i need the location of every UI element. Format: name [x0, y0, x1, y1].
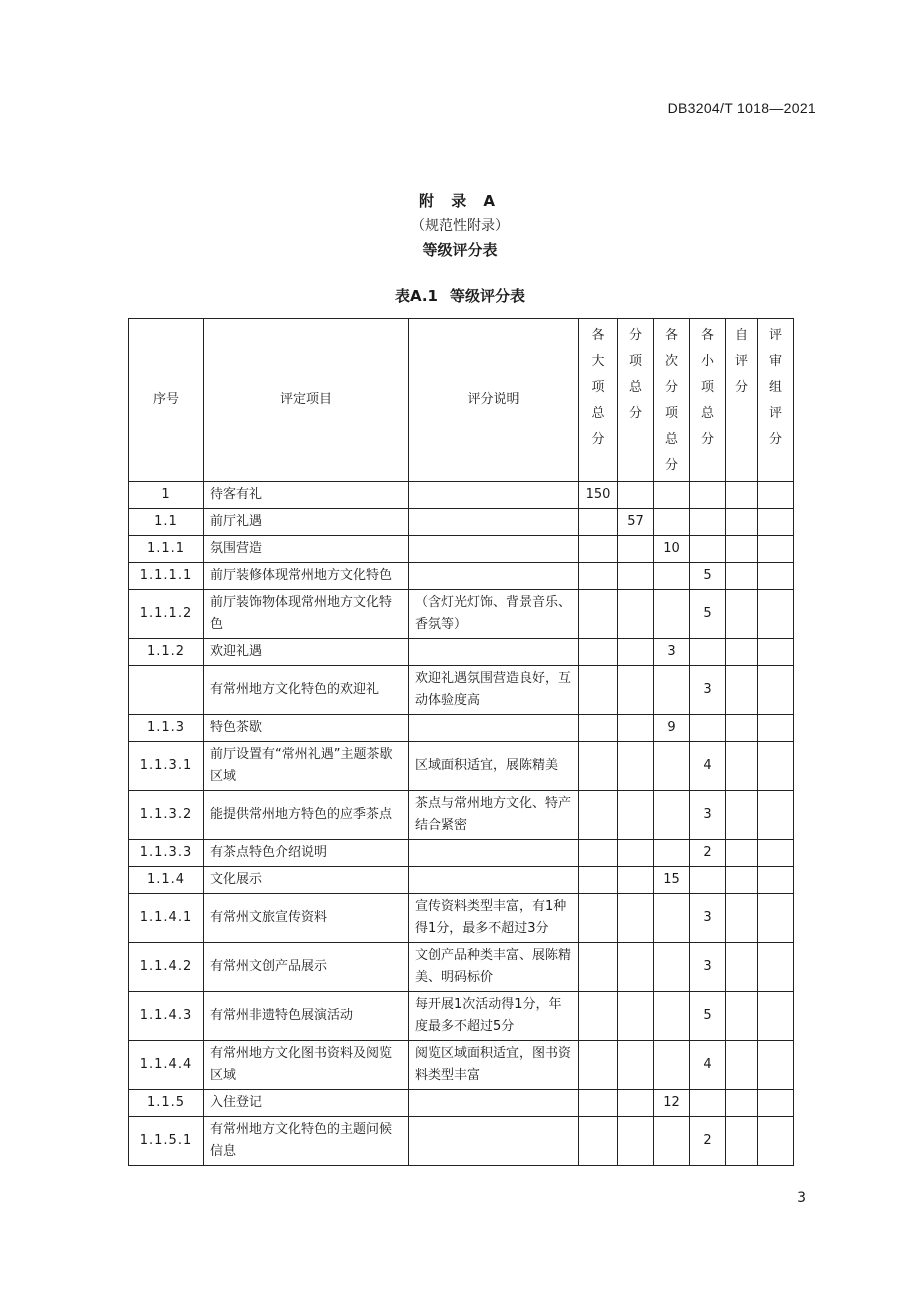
cell-item: 有常州地方文化图书资料及阅览区域 — [204, 1041, 409, 1090]
table-row — [129, 943, 794, 992]
cell-secondary-total — [654, 563, 690, 590]
cell-sub-total — [618, 943, 654, 992]
document-code: DB3204/T 1018—2021 — [667, 100, 816, 116]
cell-self-score — [726, 639, 758, 666]
table-row — [129, 742, 794, 791]
cell-panel-score — [758, 992, 794, 1041]
cell-minor-total: 4 — [690, 742, 726, 791]
cell-minor-total — [690, 482, 726, 509]
cell-desc — [409, 867, 579, 894]
cell-sub-total — [618, 666, 654, 715]
cell-seq: 1.1.4.3 — [129, 992, 204, 1041]
cell-major-total — [579, 791, 618, 840]
header-major-total: 各大项总分 — [579, 319, 618, 482]
cell-desc: 每开展1次活动得1分，年度最多不超过5分 — [409, 992, 579, 1041]
cell-minor-total: 5 — [690, 590, 726, 639]
table-row — [129, 867, 794, 894]
cell-seq: 1 — [129, 482, 204, 509]
cell-secondary-total — [654, 742, 690, 791]
cell-secondary-total — [654, 509, 690, 536]
cell-desc — [409, 715, 579, 742]
cell-seq: 1.1.2 — [129, 639, 204, 666]
cell-minor-total: 3 — [690, 943, 726, 992]
cell-self-score — [726, 742, 758, 791]
cell-desc — [409, 536, 579, 563]
header-minor-total: 各小项总分 — [690, 319, 726, 482]
cell-minor-total: 3 — [690, 666, 726, 715]
cell-panel-score — [758, 867, 794, 894]
cell-minor-total: 2 — [690, 1117, 726, 1166]
cell-desc: 茶点与常州地方文化、特产结合紧密 — [409, 791, 579, 840]
scoring-table — [128, 318, 794, 1166]
cell-item: 前厅装饰物体现常州地方文化特色 — [204, 590, 409, 639]
cell-item: 能提供常州地方特色的应季茶点 — [204, 791, 409, 840]
cell-panel-score — [758, 943, 794, 992]
header-desc: 评分说明 — [409, 319, 579, 482]
cell-self-score — [726, 840, 758, 867]
cell-self-score — [726, 666, 758, 715]
cell-self-score — [726, 1090, 758, 1117]
table-title: 等级评分表 — [450, 287, 526, 305]
header-sub-total: 分项总分 — [618, 319, 654, 482]
cell-major-total — [579, 992, 618, 1041]
cell-seq: 1.1.4.4 — [129, 1041, 204, 1090]
cell-major-total — [579, 509, 618, 536]
cell-minor-total: 4 — [690, 1041, 726, 1090]
table-row — [129, 563, 794, 590]
cell-panel-score — [758, 840, 794, 867]
cell-sub-total — [618, 992, 654, 1041]
cell-self-score — [726, 482, 758, 509]
cell-panel-score — [758, 894, 794, 943]
table-row — [129, 715, 794, 742]
cell-seq: 1.1.3 — [129, 715, 204, 742]
cell-desc: 区域面积适宜，展陈精美 — [409, 742, 579, 791]
cell-minor-total: 2 — [690, 840, 726, 867]
cell-sub-total: 57 — [618, 509, 654, 536]
table-row — [129, 791, 794, 840]
cell-seq: 1.1.3.3 — [129, 840, 204, 867]
cell-secondary-total — [654, 943, 690, 992]
table-row — [129, 894, 794, 943]
header-item: 评定项目 — [204, 319, 409, 482]
cell-self-score — [726, 791, 758, 840]
cell-desc — [409, 482, 579, 509]
cell-sub-total — [618, 1117, 654, 1166]
cell-secondary-total: 3 — [654, 639, 690, 666]
cell-secondary-total — [654, 840, 690, 867]
cell-seq: 1.1.4.1 — [129, 894, 204, 943]
cell-minor-total — [690, 867, 726, 894]
cell-secondary-total — [654, 992, 690, 1041]
cell-desc — [409, 639, 579, 666]
cell-secondary-total: 12 — [654, 1090, 690, 1117]
cell-self-score — [726, 894, 758, 943]
cell-panel-score — [758, 715, 794, 742]
cell-minor-total — [690, 715, 726, 742]
cell-secondary-total: 15 — [654, 867, 690, 894]
cell-self-score — [726, 1041, 758, 1090]
cell-desc — [409, 1117, 579, 1166]
cell-secondary-total — [654, 791, 690, 840]
cell-minor-total — [690, 639, 726, 666]
cell-minor-total: 3 — [690, 791, 726, 840]
cell-item: 有常州地方文化特色的欢迎礼 — [204, 666, 409, 715]
table-row — [129, 482, 794, 509]
cell-seq: 1.1.4 — [129, 867, 204, 894]
cell-major-total — [579, 1117, 618, 1166]
cell-desc — [409, 509, 579, 536]
table-row — [129, 536, 794, 563]
cell-minor-total: 5 — [690, 563, 726, 590]
cell-desc — [409, 1090, 579, 1117]
cell-sub-total — [618, 536, 654, 563]
cell-item: 氛围营造 — [204, 536, 409, 563]
cell-self-score — [726, 536, 758, 563]
cell-desc: 宣传资料类型丰富，有1种得1分，最多不超过3分 — [409, 894, 579, 943]
table-row — [129, 1117, 794, 1166]
cell-sub-total — [618, 894, 654, 943]
table-row — [129, 666, 794, 715]
cell-secondary-total: 10 — [654, 536, 690, 563]
cell-panel-score — [758, 482, 794, 509]
cell-secondary-total — [654, 1041, 690, 1090]
cell-seq — [129, 666, 204, 715]
cell-self-score — [726, 715, 758, 742]
cell-minor-total — [690, 536, 726, 563]
cell-item: 入住登记 — [204, 1090, 409, 1117]
cell-panel-score — [758, 509, 794, 536]
cell-major-total — [579, 639, 618, 666]
cell-item: 有常州文创产品展示 — [204, 943, 409, 992]
cell-panel-score — [758, 666, 794, 715]
cell-sub-total — [618, 1090, 654, 1117]
cell-desc — [409, 563, 579, 590]
cell-item: 欢迎礼遇 — [204, 639, 409, 666]
cell-desc: 阅览区域面积适宜，图书资料类型丰富 — [409, 1041, 579, 1090]
cell-panel-score — [758, 1041, 794, 1090]
cell-desc: 文创产品种类丰富、展陈精美、明码标价 — [409, 943, 579, 992]
cell-major-total — [579, 742, 618, 791]
cell-seq: 1.1.3.2 — [129, 791, 204, 840]
cell-sub-total — [618, 715, 654, 742]
cell-seq: 1.1.4.2 — [129, 943, 204, 992]
cell-panel-score — [758, 791, 794, 840]
cell-major-total — [579, 894, 618, 943]
cell-panel-score — [758, 639, 794, 666]
page-number: 3 — [797, 1190, 806, 1206]
cell-minor-total — [690, 509, 726, 536]
cell-panel-score — [758, 1090, 794, 1117]
cell-secondary-total: 9 — [654, 715, 690, 742]
cell-item: 有常州文旅宣传资料 — [204, 894, 409, 943]
cell-seq: 1.1.5.1 — [129, 1117, 204, 1166]
cell-item: 特色茶歇 — [204, 715, 409, 742]
cell-minor-total: 3 — [690, 894, 726, 943]
cell-sub-total — [618, 482, 654, 509]
cell-seq: 1.1.1.1 — [129, 563, 204, 590]
table-row — [129, 590, 794, 639]
cell-seq: 1.1.1 — [129, 536, 204, 563]
cell-item: 有常州非遗特色展演活动 — [204, 992, 409, 1041]
header-panel-score: 评审组评分 — [758, 319, 794, 482]
cell-major-total — [579, 590, 618, 639]
cell-seq: 1.1.1.2 — [129, 590, 204, 639]
cell-secondary-total — [654, 666, 690, 715]
cell-desc: 欢迎礼遇氛围营造良好，互动体验度高 — [409, 666, 579, 715]
cell-self-score — [726, 590, 758, 639]
cell-secondary-total — [654, 1117, 690, 1166]
cell-item: 前厅设置有“常州礼遇”主题茶歇区域 — [204, 742, 409, 791]
cell-secondary-total — [654, 590, 690, 639]
cell-sub-total — [618, 867, 654, 894]
cell-major-total: 150 — [579, 482, 618, 509]
cell-secondary-total — [654, 482, 690, 509]
cell-desc: （含灯光灯饰、背景音乐、香氛等） — [409, 590, 579, 639]
cell-self-score — [726, 563, 758, 590]
cell-minor-total — [690, 1090, 726, 1117]
table-row — [129, 1041, 794, 1090]
cell-item: 前厅装修体现常州地方文化特色 — [204, 563, 409, 590]
table-label: 表A.1 — [394, 287, 438, 305]
cell-major-total — [579, 1090, 618, 1117]
header-seq: 序号 — [129, 319, 204, 482]
cell-sub-total — [618, 590, 654, 639]
cell-item: 前厅礼遇 — [204, 509, 409, 536]
cell-major-total — [579, 867, 618, 894]
cell-major-total — [579, 840, 618, 867]
cell-panel-score — [758, 1117, 794, 1166]
table-caption — [0, 285, 920, 306]
cell-major-total — [579, 715, 618, 742]
cell-item: 有常州地方文化特色的主题问候信息 — [204, 1117, 409, 1166]
table-row — [129, 1090, 794, 1117]
cell-self-score — [726, 509, 758, 536]
cell-secondary-total — [654, 894, 690, 943]
table-row — [129, 840, 794, 867]
table-header-row — [129, 319, 794, 482]
normative-label: （规范性附录） — [411, 218, 509, 234]
cell-seq: 1.1.5 — [129, 1090, 204, 1117]
cell-major-total — [579, 1041, 618, 1090]
cell-item: 待客有礼 — [204, 482, 409, 509]
table-row — [129, 639, 794, 666]
cell-seq: 1.1 — [129, 509, 204, 536]
cell-sub-total — [618, 840, 654, 867]
cell-self-score — [726, 943, 758, 992]
cell-minor-total: 5 — [690, 992, 726, 1041]
cell-sub-total — [618, 791, 654, 840]
cell-sub-total — [618, 563, 654, 590]
cell-sub-total — [618, 639, 654, 666]
cell-major-total — [579, 666, 618, 715]
cell-self-score — [726, 1117, 758, 1166]
table-row — [129, 509, 794, 536]
cell-item: 有茶点特色介绍说明 — [204, 840, 409, 867]
cell-desc — [409, 840, 579, 867]
cell-sub-total — [618, 1041, 654, 1090]
cell-self-score — [726, 867, 758, 894]
appendix-title: 等级评分表 — [422, 241, 498, 259]
cell-sub-total — [618, 742, 654, 791]
cell-panel-score — [758, 742, 794, 791]
header-secondary-total: 各次分项总分 — [654, 319, 690, 482]
cell-panel-score — [758, 563, 794, 590]
cell-item: 文化展示 — [204, 867, 409, 894]
table-row — [129, 992, 794, 1041]
appendix-heading: 附 录 A — [418, 192, 502, 210]
cell-self-score — [726, 992, 758, 1041]
cell-major-total — [579, 943, 618, 992]
cell-panel-score — [758, 536, 794, 563]
cell-panel-score — [758, 590, 794, 639]
cell-major-total — [579, 563, 618, 590]
cell-major-total — [579, 536, 618, 563]
header-self-score: 自评分 — [726, 319, 758, 482]
cell-seq: 1.1.3.1 — [129, 742, 204, 791]
